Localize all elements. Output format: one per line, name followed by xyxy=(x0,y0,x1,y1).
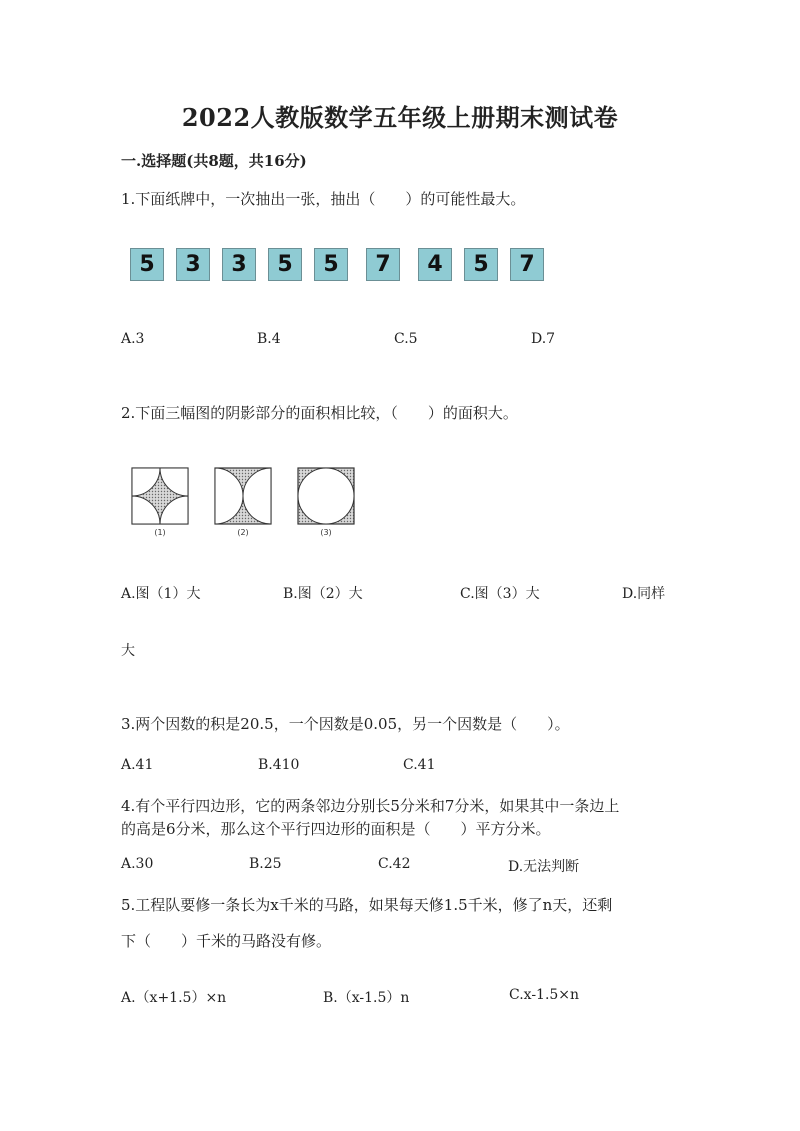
figure-1 xyxy=(132,468,188,524)
card-5: 5 xyxy=(314,248,348,281)
section-heading: 一.选择题(共8题，共16分) xyxy=(121,152,307,170)
card-1: 5 xyxy=(130,248,164,281)
question-3-text: 3.两个因数的积是20.5，一个因数是0.05，另一个因数是（ ）。 xyxy=(121,715,570,733)
q5-option-a: A.（x+1.5）×n xyxy=(121,990,227,1006)
q5-option-b: B.（x-1.5）n xyxy=(323,990,410,1006)
question-5-line-1: 5.工程队要修一条长为x千米的马路，如果每天修1.5千米，修了n天，还剩 xyxy=(121,896,613,914)
q3-option-a: A.41 xyxy=(121,757,154,773)
q2-option-d-wrap: 大 xyxy=(121,643,135,659)
card-4: 5 xyxy=(268,248,302,281)
card-2: 3 xyxy=(176,248,210,281)
figure-2 xyxy=(215,468,271,524)
q4-option-b: B.25 xyxy=(249,856,282,872)
card-3: 3 xyxy=(222,248,256,281)
question-4-line-2: 的高是6分米，那么这个平行四边形的面积是（ ）平方分米。 xyxy=(121,820,551,838)
question-4-line-1: 4.有个平行四边形，它的两条邻边分别长5分米和7分米，如果其中一条边上 xyxy=(121,797,620,815)
q2-option-a: A.图（1）大 xyxy=(121,586,201,602)
q1-option-a: A.3 xyxy=(121,331,145,347)
card-8: 5 xyxy=(464,248,498,281)
q5-option-c: C.x-1.5×n xyxy=(509,987,580,1003)
q3-option-c: C.41 xyxy=(403,757,436,773)
figure-3 xyxy=(298,468,354,524)
q2-option-c: C.图（3）大 xyxy=(460,586,540,602)
card-7: 4 xyxy=(418,248,452,281)
q4-option-c: C.42 xyxy=(378,856,411,872)
q4-option-a: A.30 xyxy=(121,856,154,872)
q4-option-d: D.无法判断 xyxy=(508,859,580,875)
figure-1-label: (1) xyxy=(154,528,166,537)
question-2-text: 2.下面三幅图的阴影部分的面积相比较，（ ）的面积大。 xyxy=(121,404,518,422)
q1-option-b: B.4 xyxy=(257,331,281,347)
figure-2-label: (2) xyxy=(237,528,249,537)
q3-option-b: B.410 xyxy=(258,757,300,773)
page-title: 2022人教版数学五年级上册期末测试卷 xyxy=(181,103,619,132)
q2-option-d: D.同样 xyxy=(622,586,666,602)
q2-option-b: B.图（2）大 xyxy=(283,586,363,602)
card-6: 7 xyxy=(366,248,400,281)
figure-3-label: (3) xyxy=(320,528,332,537)
q1-option-c: C.5 xyxy=(394,331,418,347)
question-5-line-2: 下（ ）千米的马路没有修。 xyxy=(121,932,332,950)
q1-option-d: D.7 xyxy=(531,331,556,347)
card-9: 7 xyxy=(510,248,544,281)
shaded-figures xyxy=(130,466,370,528)
question-1-text: 1.下面纸牌中，一次抽出一张，抽出（ ）的可能性最大。 xyxy=(121,190,526,208)
